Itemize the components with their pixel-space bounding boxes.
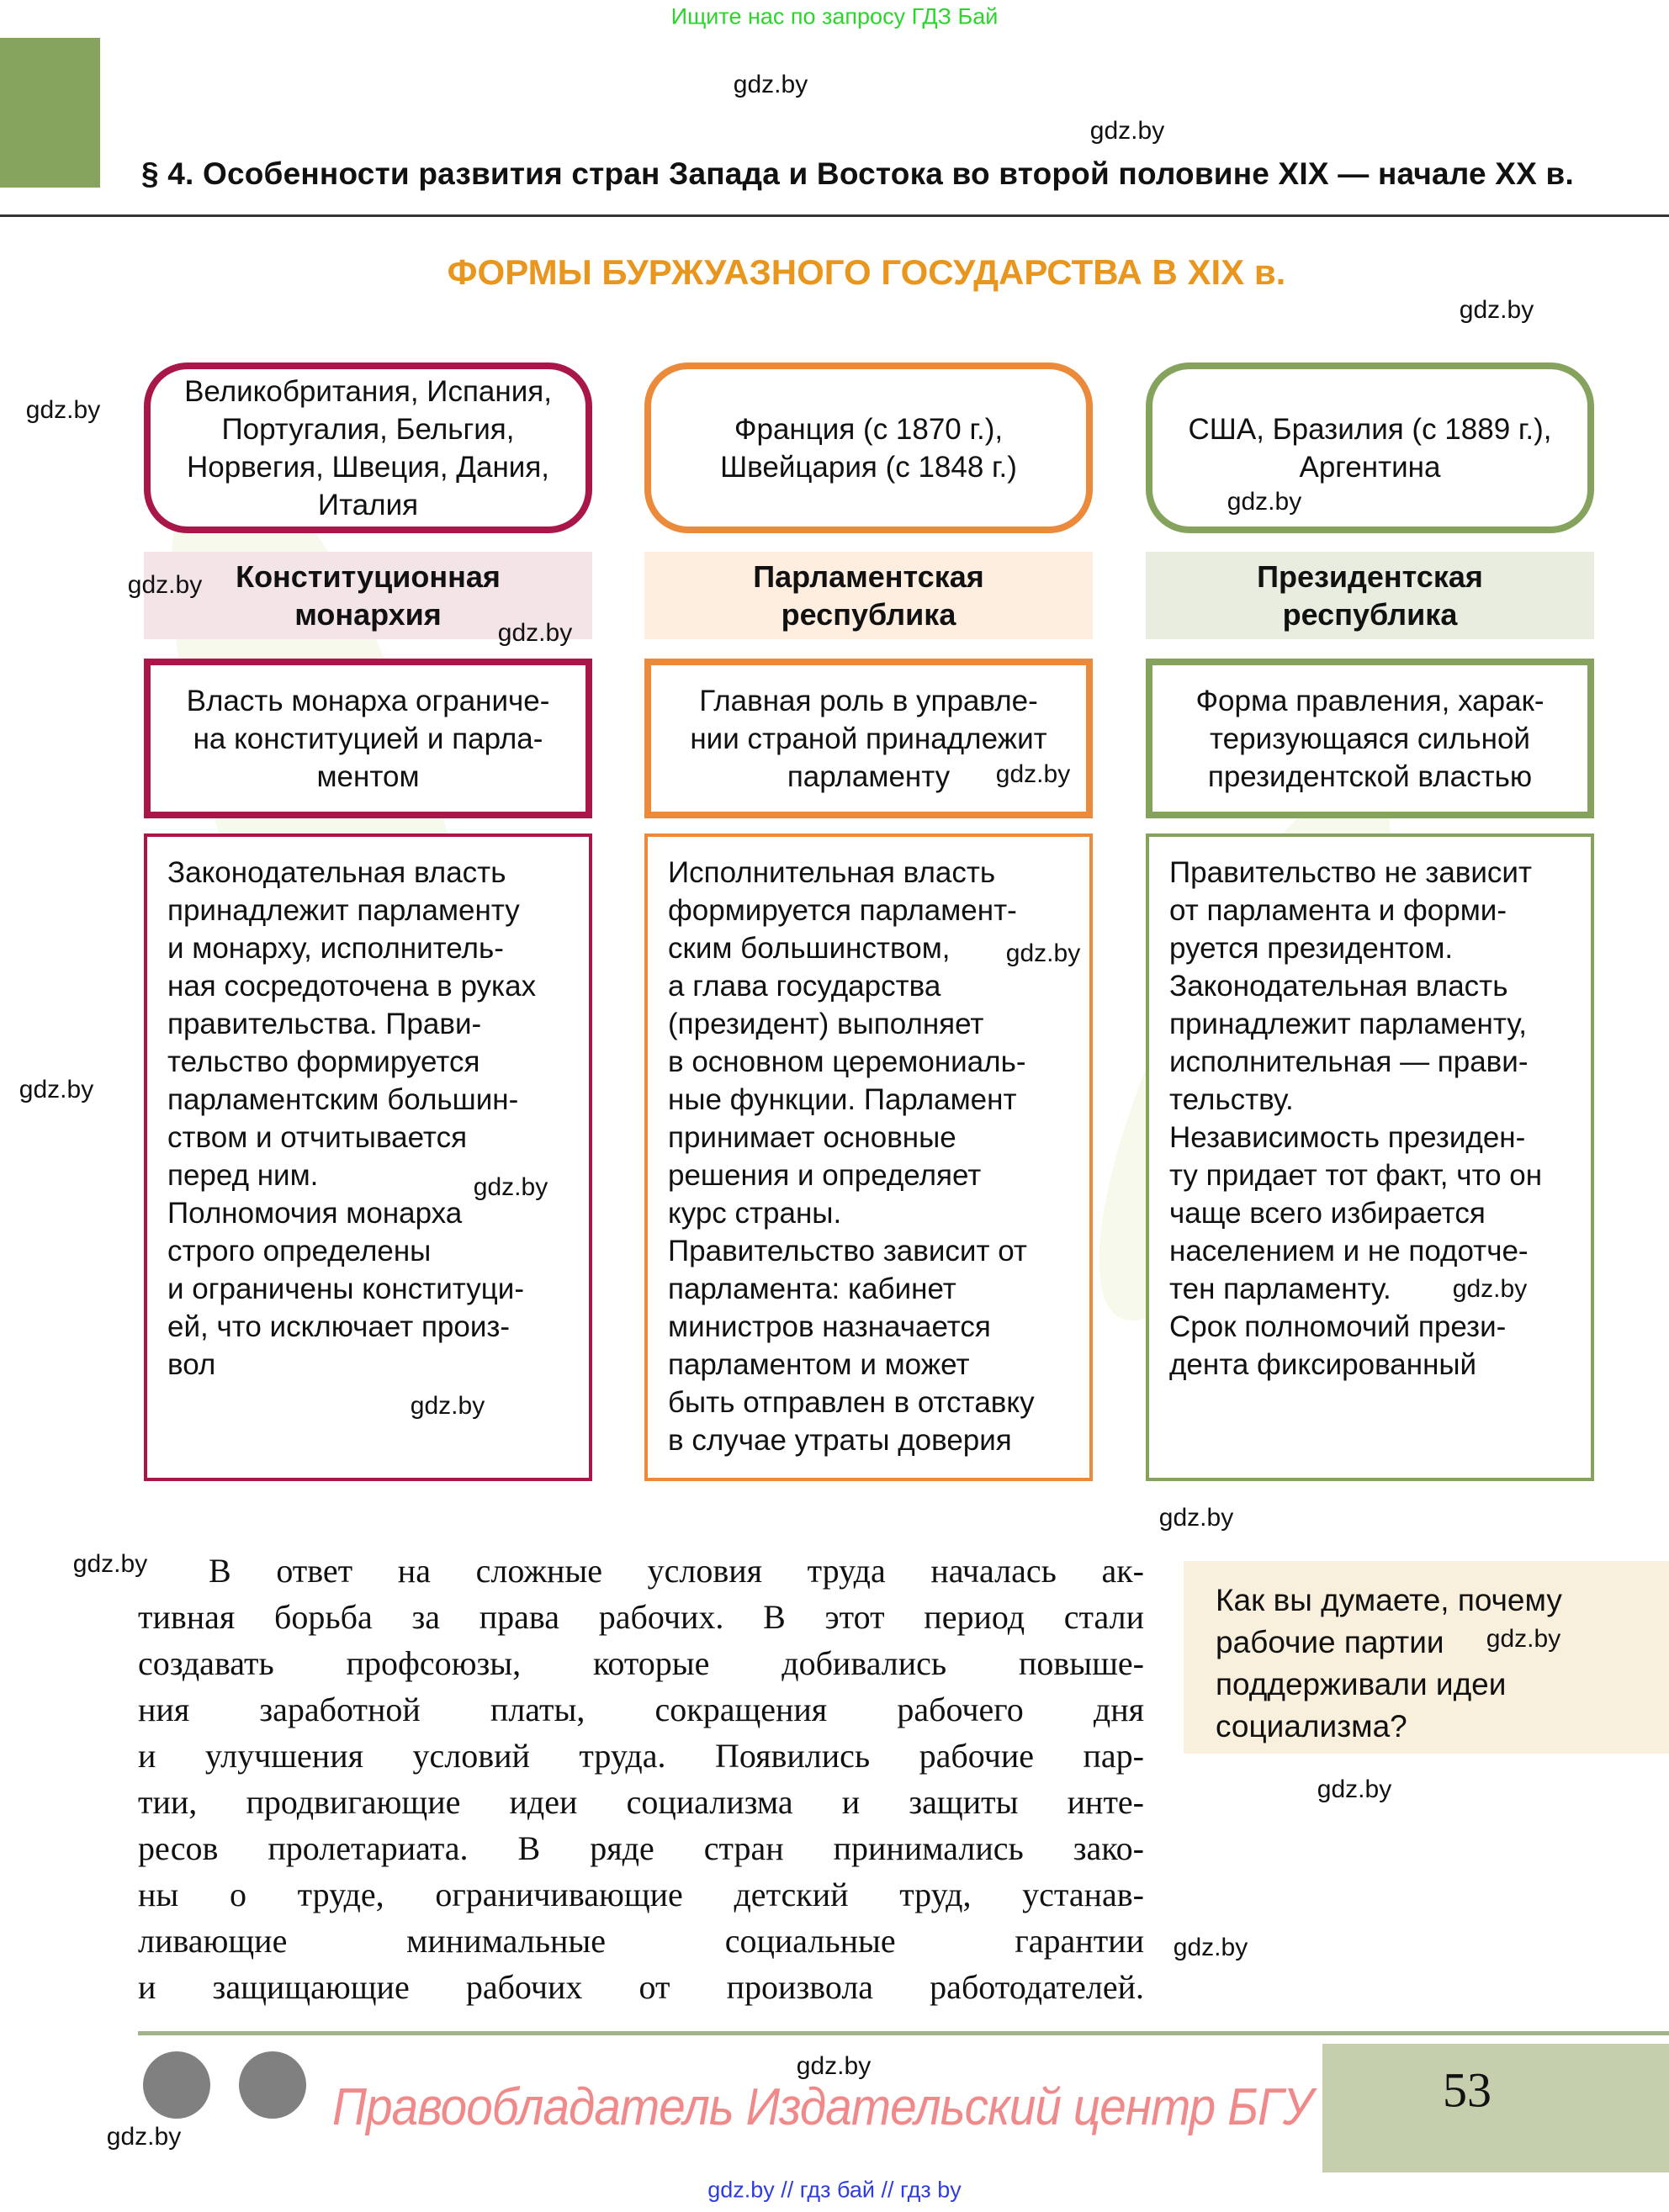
text-line: быть отправлен в отставку [668, 1386, 1035, 1419]
text-line: ливающие минимальные социальные гарантии [138, 1922, 1144, 1960]
text-line: тельство формируется [167, 1045, 480, 1078]
text-line: Как вы думаете, почему [1216, 1583, 1562, 1617]
definition-box [644, 659, 1093, 818]
search-hint: Ищите нас по запросу ГДЗ Бай [670, 3, 999, 29]
text-line: США, Бразилия (с 1889 г.), [1188, 412, 1552, 446]
text-line: ния заработной платы, сокращения рабочего дня [138, 1691, 1144, 1728]
text-line: населением и не подотче- [1169, 1235, 1529, 1267]
gdz-watermark: gdz.by [1227, 488, 1302, 516]
description-box [144, 833, 592, 1481]
scheme-title: ФОРМЫ БУРЖУАЗНОГО ГОСУДАРСТВА В XIX в. [447, 252, 1286, 292]
definition-box [144, 659, 592, 818]
footer-links[interactable]: gdz.by // гдз бай // гдз by [707, 2177, 962, 2203]
countries-box [644, 362, 1093, 533]
text-line: строго определены [167, 1235, 432, 1267]
text-line: исполнительная — прави- [1169, 1045, 1529, 1078]
text-line: поддерживали идеи [1216, 1667, 1507, 1701]
text-line: ту придает тот факт, что он [1169, 1159, 1543, 1192]
text-line: принадлежит парламенту, [1169, 1008, 1527, 1040]
description-box [644, 833, 1093, 1481]
text-line: рабочие партии [1216, 1625, 1444, 1659]
text-line: Форма правления, харак- [1195, 684, 1544, 717]
text-line: и улучшения условий труда. Появились рабочие пар- [138, 1737, 1144, 1775]
text-line: президентской властью [1207, 759, 1533, 793]
text-line: ством и отчитывается [167, 1121, 468, 1154]
text-line: Португалия, Бельгия, [221, 412, 515, 446]
page-number-box [1322, 2044, 1669, 2172]
text-line: монархия [294, 597, 442, 632]
text-line: ные функции. Парламент [668, 1083, 1017, 1116]
text-line: правительства. Прави- [167, 1008, 482, 1040]
gdz-watermark: gdz.by [25, 396, 101, 424]
text-line: ским большинством, [668, 932, 951, 965]
text-line: ная сосредоточена в руках [167, 970, 537, 1003]
page-number: 53 [1443, 2062, 1492, 2118]
text-line: в основном церемониаль- [668, 1045, 1026, 1078]
gdz-watermark: gdz.by [497, 619, 573, 647]
text-line: от парламента и форми- [1169, 894, 1507, 927]
text-line: Франция (с 1870 г.), [734, 412, 1004, 446]
text-line: в случае утраты доверия [668, 1424, 1012, 1457]
gdz-watermark: gdz.by [1173, 1934, 1248, 1961]
gdz-watermark: gdz.by [127, 571, 203, 599]
chapter-title: § 4. Особенности развития стран Запада и Востока во второй половине XIX — начале XX в. [141, 156, 1574, 191]
text-line: перед ним. [167, 1159, 319, 1192]
gdz-watermark: gdz.by [106, 2123, 182, 2151]
text-line: Правительство зависит от [668, 1235, 1027, 1267]
text-line: (президент) выполняет [668, 1008, 984, 1040]
text-line: а глава государства [668, 970, 941, 1003]
text-line: социализма? [1216, 1709, 1407, 1744]
text-line: и монарху, исполнитель- [167, 932, 504, 965]
text-line: курс страны. [668, 1197, 842, 1230]
text-line: Швейцария (с 1848 г.) [720, 450, 1017, 484]
text-line: дента фиксированный [1169, 1348, 1477, 1381]
text-line: Главная роль в управле- [699, 684, 1038, 717]
gdz-watermark: gdz.by [1089, 117, 1165, 145]
text-line: теризующаяся сильной [1210, 722, 1530, 755]
chapter-color-tab [0, 38, 100, 188]
text-line: Срок полномочий прези- [1169, 1310, 1507, 1343]
text-line: принимает основные [668, 1121, 956, 1154]
text-line: В ответ на сложные условия труда началась ак- [209, 1552, 1144, 1590]
header-divider [0, 214, 1669, 217]
text-line: и ограничены конституци- [167, 1273, 524, 1305]
text-line: создавать профсоюзы, которые добивались повыше- [138, 1644, 1144, 1682]
question-box [1184, 1561, 1669, 1754]
text-line: Парламентская [753, 559, 984, 594]
description-box [1146, 833, 1594, 1481]
text-line: Норвегия, Швеция, Дания, [186, 450, 550, 484]
text-line: ны о труде, ограничивающие детский труд, устанав- [138, 1876, 1144, 1913]
publisher-watermark: Правообладатель Издательский центр БГУ [332, 2078, 1313, 2136]
countries-box [1146, 362, 1594, 533]
text-line: Конституционная [236, 559, 501, 594]
text-line: республика [1282, 597, 1458, 632]
text-line: Независимость президен- [1169, 1121, 1526, 1154]
text-line: Исполнительная власть [668, 856, 996, 889]
text-line: Аргентина [1299, 450, 1441, 484]
gdz-watermark: gdz.by [473, 1173, 548, 1201]
text-line: Власть монарха ограниче- [186, 684, 550, 717]
decorative-circle [239, 2051, 306, 2119]
text-line: формируется парламент- [668, 894, 1017, 927]
text-line: Президентская [1257, 559, 1483, 594]
decorative-circle [143, 2051, 210, 2119]
gdz-watermark: gdz.by [1452, 1275, 1528, 1303]
text-line: ментом [316, 759, 420, 793]
gdz-watermark: gdz.by [1005, 939, 1081, 967]
gdz-watermark: gdz.by [733, 71, 808, 98]
text-line: тельству. [1169, 1083, 1294, 1116]
form-label [1146, 552, 1594, 639]
text-line: республика [781, 597, 956, 632]
text-line: Италия [317, 488, 419, 521]
gdz-watermark: gdz.by [796, 2052, 872, 2080]
text-line: нии страной принадлежит [690, 722, 1047, 755]
text-line: ей, что исключает произ- [167, 1310, 511, 1343]
text-line: вол [167, 1348, 216, 1381]
gdz-watermark: gdz.by [72, 1550, 148, 1578]
form-label [644, 552, 1093, 639]
gdz-watermark: gdz.by [1486, 1625, 1561, 1653]
text-line: тии, продвигающие идеи социализма и защиты инте- [138, 1783, 1144, 1821]
text-line: министров назначается [668, 1310, 991, 1343]
text-line: и защищающие рабочих от произвола работодателей. [138, 1968, 1144, 2006]
text-line: на конституцией и парла- [193, 722, 543, 755]
definition-box [1146, 659, 1594, 818]
text-line: Законодательная власть [167, 856, 506, 889]
footer-divider [138, 2031, 1669, 2035]
gdz-watermark: gdz.by [1158, 1504, 1234, 1532]
text-line: принадлежит парламенту [167, 894, 520, 927]
countries-box [144, 362, 592, 533]
text-line: Законодательная власть [1169, 970, 1508, 1003]
text-line: парламентским большин- [167, 1083, 519, 1116]
text-line: Правительство не зависит [1169, 856, 1533, 889]
text-line: Великобритания, Испания, [184, 374, 552, 408]
text-line: Полномочия монарха [167, 1197, 463, 1230]
text-line: тивная борьба за права рабочих. В этот период стали [138, 1598, 1144, 1636]
text-line: парламента: кабинет [668, 1273, 956, 1305]
body-paragraph [138, 1548, 1144, 2010]
text-line: тен парламенту. [1169, 1273, 1391, 1305]
gdz-watermark: gdz.by [410, 1392, 485, 1420]
text-line: парламентом и может [668, 1348, 970, 1381]
gdz-watermark: gdz.by [19, 1076, 94, 1103]
text-line: парламенту [787, 759, 951, 793]
text-line: ресов пролетариата. В ряде стран принимались зако- [138, 1829, 1144, 1867]
gdz-watermark: gdz.by [1317, 1775, 1392, 1803]
gdz-watermark: gdz.by [995, 760, 1071, 788]
gdz-watermark: gdz.by [1459, 296, 1534, 324]
text-line: руется президентом. [1169, 932, 1454, 965]
text-line: решения и определяет [668, 1159, 982, 1192]
text-line: чаще всего избирается [1169, 1197, 1486, 1230]
